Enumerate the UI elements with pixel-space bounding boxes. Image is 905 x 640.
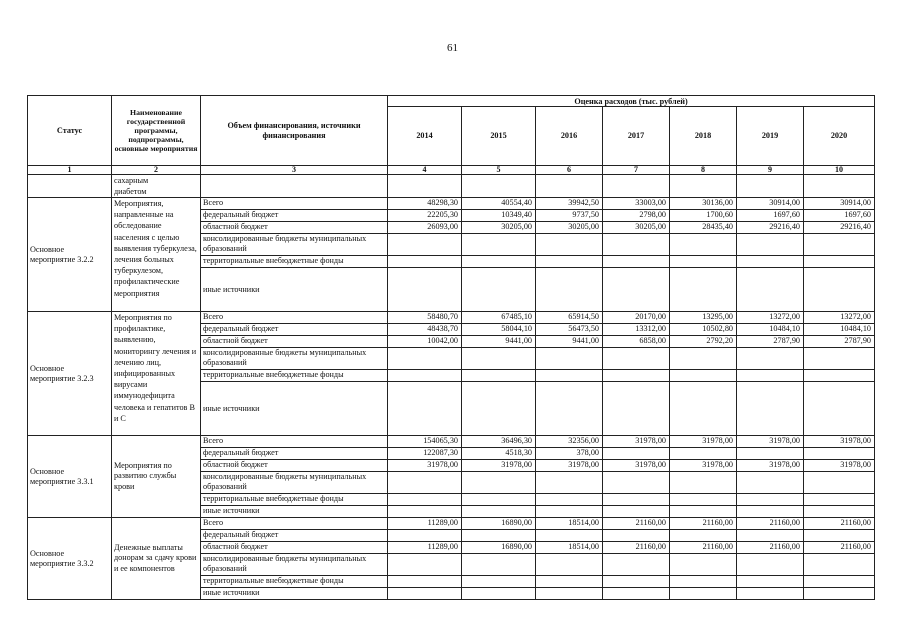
amount-cell <box>603 234 670 256</box>
empty-cell <box>670 175 737 198</box>
amount-cell: 30136,00 <box>670 198 737 210</box>
amount-cell: 39942,50 <box>536 198 603 210</box>
amount-cell: 4518,30 <box>462 448 536 460</box>
amount-cell: 2792,20 <box>670 336 737 348</box>
funding-source-cell: Всего <box>201 436 388 448</box>
funding-source-cell: областной бюджет <box>201 460 388 472</box>
measure-name-cell: Мероприятия, направленные на обследование населения с целью выявления туберкулеза, лечения больных туберкулезом, профилактические мероприятия <box>112 198 201 312</box>
amount-cell <box>804 256 875 268</box>
column-number: 9 <box>737 166 804 175</box>
amount-cell <box>670 382 737 436</box>
header-year: 2020 <box>804 107 875 166</box>
amount-cell: 16890,00 <box>462 518 536 530</box>
amount-cell <box>536 494 603 506</box>
amount-cell <box>603 382 670 436</box>
amount-cell <box>388 576 462 588</box>
amount-cell <box>670 472 737 494</box>
amount-cell <box>536 506 603 518</box>
amount-cell: 31978,00 <box>462 460 536 472</box>
amount-cell <box>462 576 536 588</box>
amount-cell: 2787,90 <box>804 336 875 348</box>
amount-cell: 21160,00 <box>603 542 670 554</box>
amount-cell <box>603 506 670 518</box>
amount-cell <box>536 472 603 494</box>
amount-cell <box>670 554 737 576</box>
amount-cell: 13312,00 <box>603 324 670 336</box>
measure-name-cell: Мероприятия по профилактике, выявлению, мониторингу лечения и лечению лиц, инфицированных вирусами иммунодефицита человека и гепатитов В и С <box>112 312 201 436</box>
amount-cell: 30205,00 <box>462 222 536 234</box>
amount-cell <box>804 370 875 382</box>
amount-cell <box>388 506 462 518</box>
amount-cell <box>462 348 536 370</box>
amount-cell <box>388 472 462 494</box>
amount-cell: 56473,50 <box>536 324 603 336</box>
amount-cell <box>462 506 536 518</box>
amount-cell: 30205,00 <box>536 222 603 234</box>
amount-cell: 13295,00 <box>670 312 737 324</box>
amount-cell: 21160,00 <box>603 518 670 530</box>
amount-cell: 21160,00 <box>670 542 737 554</box>
amount-cell: 30205,00 <box>603 222 670 234</box>
funding-source-cell: консолидированные бюджеты муниципальных образований <box>201 348 388 370</box>
amount-cell: 31978,00 <box>603 460 670 472</box>
amount-cell: 32356,00 <box>536 436 603 448</box>
amount-cell: 9441,00 <box>462 336 536 348</box>
amount-cell: 6858,00 <box>603 336 670 348</box>
funding-source-cell: территориальные внебюджетные фонды <box>201 494 388 506</box>
amount-cell <box>462 530 536 542</box>
amount-cell <box>536 554 603 576</box>
amount-cell: 30914,00 <box>804 198 875 210</box>
funding-source-cell: консолидированные бюджеты муниципальных образований <box>201 472 388 494</box>
amount-cell <box>670 448 737 460</box>
amount-cell <box>388 554 462 576</box>
funding-source-cell: областной бюджет <box>201 222 388 234</box>
empty-cell <box>536 175 603 198</box>
amount-cell <box>670 234 737 256</box>
amount-cell: 1697,60 <box>737 210 804 222</box>
amount-cell: 13272,00 <box>737 312 804 324</box>
amount-cell <box>603 494 670 506</box>
funding-source-cell: иные источники <box>201 506 388 518</box>
amount-cell <box>603 348 670 370</box>
amount-cell <box>737 370 804 382</box>
amount-cell <box>804 382 875 436</box>
amount-cell <box>536 382 603 436</box>
amount-cell <box>737 530 804 542</box>
financing-table <box>27 95 875 600</box>
amount-cell <box>462 588 536 600</box>
funding-source-cell: территориальные внебюджетные фонды <box>201 370 388 382</box>
amount-cell: 10502,80 <box>670 324 737 336</box>
column-number: 8 <box>670 166 737 175</box>
amount-cell: 21160,00 <box>737 518 804 530</box>
header-year: 2018 <box>670 107 737 166</box>
continuation-name-line: диабетом <box>114 187 147 196</box>
amount-cell <box>462 472 536 494</box>
amount-cell: 9441,00 <box>536 336 603 348</box>
amount-cell: 28435,40 <box>670 222 737 234</box>
amount-cell: 1700,60 <box>670 210 737 222</box>
amount-cell <box>462 370 536 382</box>
continuation-name-line: сахарным <box>114 176 149 185</box>
amount-cell <box>603 588 670 600</box>
amount-cell: 40554,40 <box>462 198 536 210</box>
amount-cell: 31978,00 <box>603 436 670 448</box>
column-number: 10 <box>804 166 875 175</box>
amount-cell: 36496,30 <box>462 436 536 448</box>
header-year: 2016 <box>536 107 603 166</box>
amount-cell: 18514,00 <box>536 518 603 530</box>
amount-cell <box>737 588 804 600</box>
column-number: 5 <box>462 166 536 175</box>
amount-cell: 48298,30 <box>388 198 462 210</box>
amount-cell: 22205,30 <box>388 210 462 222</box>
header-name: Наименование государственной программы, подпрограммы, основные мероприятия <box>112 96 201 166</box>
amount-cell: 21160,00 <box>737 542 804 554</box>
amount-cell <box>737 494 804 506</box>
amount-cell: 11289,00 <box>388 542 462 554</box>
amount-cell <box>670 530 737 542</box>
funding-source-cell: консолидированные бюджеты муниципальных образований <box>201 554 388 576</box>
amount-cell: 10042,00 <box>388 336 462 348</box>
amount-cell <box>462 382 536 436</box>
amount-cell: 31978,00 <box>737 460 804 472</box>
column-number: 6 <box>536 166 603 175</box>
funding-source-cell: федеральный бюджет <box>201 530 388 542</box>
header-year: 2019 <box>737 107 804 166</box>
funding-source-cell: федеральный бюджет <box>201 324 388 336</box>
amount-cell: 18514,00 <box>536 542 603 554</box>
amount-cell <box>804 554 875 576</box>
header-year: 2017 <box>603 107 670 166</box>
funding-source-cell: областной бюджет <box>201 336 388 348</box>
funding-source-cell: территориальные внебюджетные фонды <box>201 576 388 588</box>
amount-cell: 10349,40 <box>462 210 536 222</box>
status-cell: Основное мероприятие 3.3.2 <box>28 518 112 600</box>
empty-cell <box>603 175 670 198</box>
amount-cell <box>536 370 603 382</box>
amount-cell <box>670 256 737 268</box>
amount-cell <box>536 576 603 588</box>
amount-cell <box>462 268 536 312</box>
amount-cell <box>462 494 536 506</box>
amount-cell <box>603 472 670 494</box>
header-year: 2015 <box>462 107 536 166</box>
amount-cell <box>603 448 670 460</box>
column-number: 7 <box>603 166 670 175</box>
funding-source-cell: Всего <box>201 518 388 530</box>
amount-cell: 11289,00 <box>388 518 462 530</box>
amount-cell <box>804 348 875 370</box>
amount-cell: 29216,40 <box>737 222 804 234</box>
amount-cell <box>804 506 875 518</box>
amount-cell <box>603 370 670 382</box>
amount-cell <box>536 256 603 268</box>
amount-cell: 154065,30 <box>388 436 462 448</box>
column-number: 4 <box>388 166 462 175</box>
amount-cell <box>388 256 462 268</box>
amount-cell: 33003,00 <box>603 198 670 210</box>
empty-cell <box>804 175 875 198</box>
amount-cell: 2798,00 <box>603 210 670 222</box>
amount-cell: 21160,00 <box>804 518 875 530</box>
amount-cell <box>388 588 462 600</box>
funding-source-cell: консолидированные бюджеты муниципальных образований <box>201 234 388 256</box>
amount-cell <box>536 530 603 542</box>
funding-source-cell: иные источники <box>201 588 388 600</box>
amount-cell <box>536 588 603 600</box>
funding-source-cell: федеральный бюджет <box>201 210 388 222</box>
continuation-name-cell <box>112 175 201 198</box>
measure-name-cell: Денежные выплаты донорам за сдачу крови и ее компонентов <box>112 518 201 600</box>
empty-cell <box>737 175 804 198</box>
amount-cell <box>737 256 804 268</box>
amount-cell <box>388 268 462 312</box>
amount-cell <box>388 494 462 506</box>
amount-cell: 29216,40 <box>804 222 875 234</box>
amount-cell: 21160,00 <box>804 542 875 554</box>
amount-cell <box>804 576 875 588</box>
amount-cell <box>388 370 462 382</box>
funding-source-cell: Всего <box>201 198 388 210</box>
amount-cell <box>737 382 804 436</box>
funding-source-cell: Всего <box>201 312 388 324</box>
status-cell: Основное мероприятие 3.3.1 <box>28 436 112 518</box>
amount-cell: 378,00 <box>536 448 603 460</box>
amount-cell: 10484,10 <box>804 324 875 336</box>
amount-cell <box>804 472 875 494</box>
amount-cell <box>603 576 670 588</box>
amount-cell <box>536 348 603 370</box>
header-estimate: Оценка расходов (тыс. рублей) <box>388 96 875 107</box>
amount-cell <box>603 268 670 312</box>
amount-cell <box>670 506 737 518</box>
amount-cell: 10484,10 <box>737 324 804 336</box>
amount-cell <box>462 256 536 268</box>
amount-cell <box>737 448 804 460</box>
amount-cell <box>388 382 462 436</box>
amount-cell <box>804 234 875 256</box>
amount-cell: 21160,00 <box>670 518 737 530</box>
funding-source-cell: областной бюджет <box>201 542 388 554</box>
amount-cell <box>462 234 536 256</box>
amount-cell: 9737,50 <box>536 210 603 222</box>
amount-cell: 16890,00 <box>462 542 536 554</box>
amount-cell: 31978,00 <box>737 436 804 448</box>
column-number: 1 <box>28 166 112 175</box>
amount-cell <box>804 268 875 312</box>
amount-cell <box>737 576 804 588</box>
amount-cell <box>670 494 737 506</box>
amount-cell: 48438,70 <box>388 324 462 336</box>
column-number: 2 <box>112 166 201 175</box>
funding-source-cell: территориальные внебюджетные фонды <box>201 256 388 268</box>
funding-source-cell: иные источники <box>201 382 388 436</box>
amount-cell <box>388 530 462 542</box>
amount-cell: 31978,00 <box>388 460 462 472</box>
amount-cell <box>804 494 875 506</box>
amount-cell <box>536 234 603 256</box>
amount-cell <box>670 576 737 588</box>
header-status: Статус <box>28 96 112 166</box>
empty-cell <box>462 175 536 198</box>
funding-source-cell: иные источники <box>201 268 388 312</box>
amount-cell <box>737 268 804 312</box>
amount-cell: 2787,90 <box>737 336 804 348</box>
amount-cell <box>603 530 670 542</box>
empty-cell <box>201 175 388 198</box>
column-number: 3 <box>201 166 388 175</box>
amount-cell <box>737 554 804 576</box>
amount-cell <box>804 448 875 460</box>
continuation-status-cell <box>28 175 112 198</box>
amount-cell <box>536 268 603 312</box>
amount-cell: 67485,10 <box>462 312 536 324</box>
empty-cell <box>388 175 462 198</box>
amount-cell: 58480,70 <box>388 312 462 324</box>
amount-cell <box>603 256 670 268</box>
status-cell: Основное мероприятие 3.2.3 <box>28 312 112 436</box>
amount-cell <box>603 554 670 576</box>
amount-cell <box>670 268 737 312</box>
amount-cell <box>804 530 875 542</box>
amount-cell: 1697,60 <box>804 210 875 222</box>
amount-cell: 31978,00 <box>804 460 875 472</box>
amount-cell: 31978,00 <box>670 460 737 472</box>
amount-cell: 13272,00 <box>804 312 875 324</box>
amount-cell <box>737 234 804 256</box>
amount-cell: 65914,50 <box>536 312 603 324</box>
amount-cell: 31978,00 <box>536 460 603 472</box>
amount-cell <box>388 234 462 256</box>
header-year: 2014 <box>388 107 462 166</box>
amount-cell: 20170,00 <box>603 312 670 324</box>
amount-cell <box>670 588 737 600</box>
amount-cell: 26093,00 <box>388 222 462 234</box>
amount-cell <box>804 588 875 600</box>
status-cell: Основное мероприятие 3.2.2 <box>28 198 112 312</box>
amount-cell <box>737 472 804 494</box>
amount-cell <box>737 348 804 370</box>
amount-cell <box>388 348 462 370</box>
amount-cell: 30914,00 <box>737 198 804 210</box>
amount-cell <box>737 506 804 518</box>
amount-cell: 31978,00 <box>670 436 737 448</box>
amount-cell <box>670 370 737 382</box>
amount-cell: 122087,30 <box>388 448 462 460</box>
measure-name-cell: Мероприятия по развитию службы крови <box>112 436 201 518</box>
page-number: 61 <box>447 42 458 54</box>
amount-cell: 58044,10 <box>462 324 536 336</box>
header-volume: Объем финансирования, источники финансирования <box>201 96 388 166</box>
amount-cell <box>670 348 737 370</box>
funding-source-cell: федеральный бюджет <box>201 448 388 460</box>
amount-cell: 31978,00 <box>804 436 875 448</box>
amount-cell <box>462 554 536 576</box>
